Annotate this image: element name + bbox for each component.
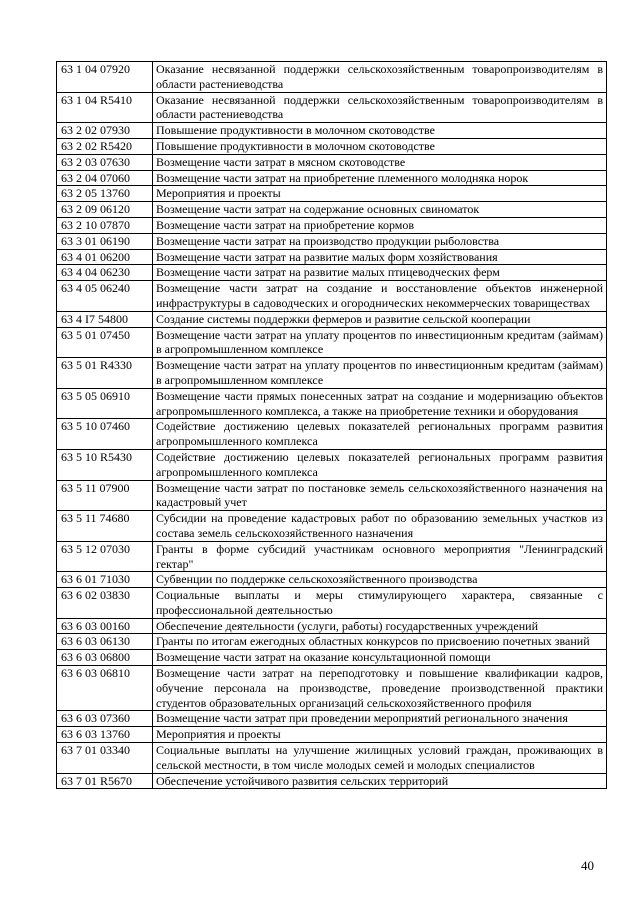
row-code: 63 2 04 07060 [57,170,153,186]
page-number: 40 [581,858,594,873]
row-description: Оказание несвязанной поддержки сельскохозяйственным товаропроизводителям в области растениеводства [153,92,607,123]
row-code: 63 5 11 74680 [57,511,153,542]
row-code: 63 5 11 07900 [57,480,153,511]
row-description: Возмещение части затрат при проведении мероприятий регионального значения [153,711,607,727]
row-code: 63 2 02 07930 [57,123,153,139]
table-row [57,265,607,281]
table-row [57,62,607,93]
row-code: 63 6 03 00160 [57,618,153,634]
table-row [57,233,607,249]
row-description: Возмещение части затрат на уплату процентов по инвестиционным кредитам (займам) в агропромышленном комплексе [153,358,607,389]
row-code: 63 2 02 R5420 [57,138,153,154]
row-code: 63 6 01 71030 [57,572,153,588]
row-code: 63 5 01 R4330 [57,358,153,389]
row-code: 63 5 01 07450 [57,327,153,358]
row-description: Возмещение части затрат на приобретение племенного молодняка норок [153,170,607,186]
row-code: 63 6 03 06800 [57,650,153,666]
row-description: Гранты по итогам ежегодных областных конкурсов по присвоению почетных званий [153,634,607,650]
row-code: 63 1 04 R5410 [57,92,153,123]
table-row [57,202,607,218]
table-row [57,281,607,312]
table-row [57,186,607,202]
row-code: 63 2 09 06120 [57,202,153,218]
table-row [57,511,607,542]
row-code: 63 2 05 13760 [57,186,153,202]
table-row [57,92,607,123]
row-code: 63 6 02 03830 [57,588,153,619]
table-row [57,138,607,154]
row-code: 63 3 01 06190 [57,233,153,249]
table-row [57,773,607,789]
row-description: Содействие достижению целевых показателей региональных программ развития агропромышленного комплекса [153,449,607,480]
row-code: 63 5 10 07460 [57,419,153,450]
row-description: Оказание несвязанной поддержки сельскохозяйственным товаропроизводителям в области растениеводства [153,62,607,93]
row-description: Возмещение части затрат на развитие малых форм хозяйствования [153,249,607,265]
table-row [57,327,607,358]
row-description: Содействие достижению целевых показателей региональных программ развития агропромышленного комплекса [153,419,607,450]
row-description: Возмещение части затрат в мясном скотоводстве [153,154,607,170]
row-code: 63 2 03 07630 [57,154,153,170]
row-code: 63 5 05 06910 [57,388,153,419]
row-description: Возмещение части прямых понесенных затрат на создание и модернизацию объектов агропромышленного комплекса, а также на приобретение техники и оборудования [153,388,607,419]
row-description: Социальные выплаты и меры стимулирующего характера, связанные с профессиональной деятельностью [153,588,607,619]
row-code: 63 7 01 R5670 [57,773,153,789]
row-code: 63 7 01 03340 [57,743,153,774]
row-description: Возмещение части затрат на уплату процентов по инвестиционным кредитам (займам) в агропромышленном комплексе [153,327,607,358]
row-description: Возмещение части затрат на создание и восстановление объектов инженерной инфраструктуры в садоводческих и огороднических некоммерческих товариществах [153,281,607,312]
row-description: Субсидии на проведение кадастровых работ по образованию земельных участков из состава земель сельскохозяйственного назначения [153,511,607,542]
table-row [57,572,607,588]
row-description: Субвенции по поддержке сельскохозяйственного производства [153,572,607,588]
table-row [57,311,607,327]
table-row [57,711,607,727]
table-row [57,249,607,265]
table-row [57,541,607,572]
table-row [57,449,607,480]
row-code: 63 6 03 13760 [57,727,153,743]
row-code: 63 5 12 07030 [57,541,153,572]
row-code: 63 5 10 R5430 [57,449,153,480]
row-code: 63 4 04 06230 [57,265,153,281]
row-description: Мероприятия и проекты [153,186,607,202]
table-row [57,170,607,186]
table-row [57,743,607,774]
row-code: 63 4 01 06200 [57,249,153,265]
table-row [57,123,607,139]
row-code: 63 6 03 07360 [57,711,153,727]
row-description: Обеспечение устойчивого развития сельских территорий [153,773,607,789]
table-row [57,388,607,419]
table-row [57,154,607,170]
table-row [57,217,607,233]
table-row [57,588,607,619]
table-row [57,419,607,450]
row-description: Возмещение части затрат по постановке земель сельскохозяйственного назначения на кадастровый учет [153,480,607,511]
table-row [57,666,607,711]
row-description: Возмещение части затрат на переподготовку и повышение квалификации кадров, обучение персонала на производстве, проведение производственной практики студентов образовательных организаций сельскохозяйственного профиля [153,666,607,711]
table-row [57,358,607,389]
row-code: 63 6 03 06130 [57,634,153,650]
table-body [57,62,607,789]
row-code: 63 4 05 06240 [57,281,153,312]
row-description: Повышение продуктивности в молочном скотоводстве [153,138,607,154]
table-row [57,480,607,511]
row-description: Возмещение части затрат на содержание основных свиноматок [153,202,607,218]
row-code: 63 2 10 07870 [57,217,153,233]
table-row [57,727,607,743]
row-description: Гранты в форме субсидий участникам основного мероприятия "Ленинградский гектар" [153,541,607,572]
table-row [57,618,607,634]
table-row [57,650,607,666]
row-code: 63 4 I7 54800 [57,311,153,327]
row-description: Возмещение части затрат на оказание консультационной помощи [153,650,607,666]
row-description: Возмещение части затрат на приобретение кормов [153,217,607,233]
row-description: Создание системы поддержки фермеров и развитие сельской кооперации [153,311,607,327]
row-code: 63 1 04 07920 [57,62,153,93]
row-description: Повышение продуктивности в молочном скотоводстве [153,123,607,139]
row-description: Социальные выплаты на улучшение жилищных условий граждан, проживающих в сельской местности, в том числе молодых семей и молодых специалистов [153,743,607,774]
row-code: 63 6 03 06810 [57,666,153,711]
row-description: Обеспечение деятельности (услуги, работы) государственных учреждений [153,618,607,634]
row-description: Мероприятия и проекты [153,727,607,743]
row-description: Возмещение части затрат на развитие малых птицеводческих ферм [153,265,607,281]
budget-code-table [56,61,607,789]
table-row [57,634,607,650]
row-description: Возмещение части затрат на производство продукции рыболовства [153,233,607,249]
